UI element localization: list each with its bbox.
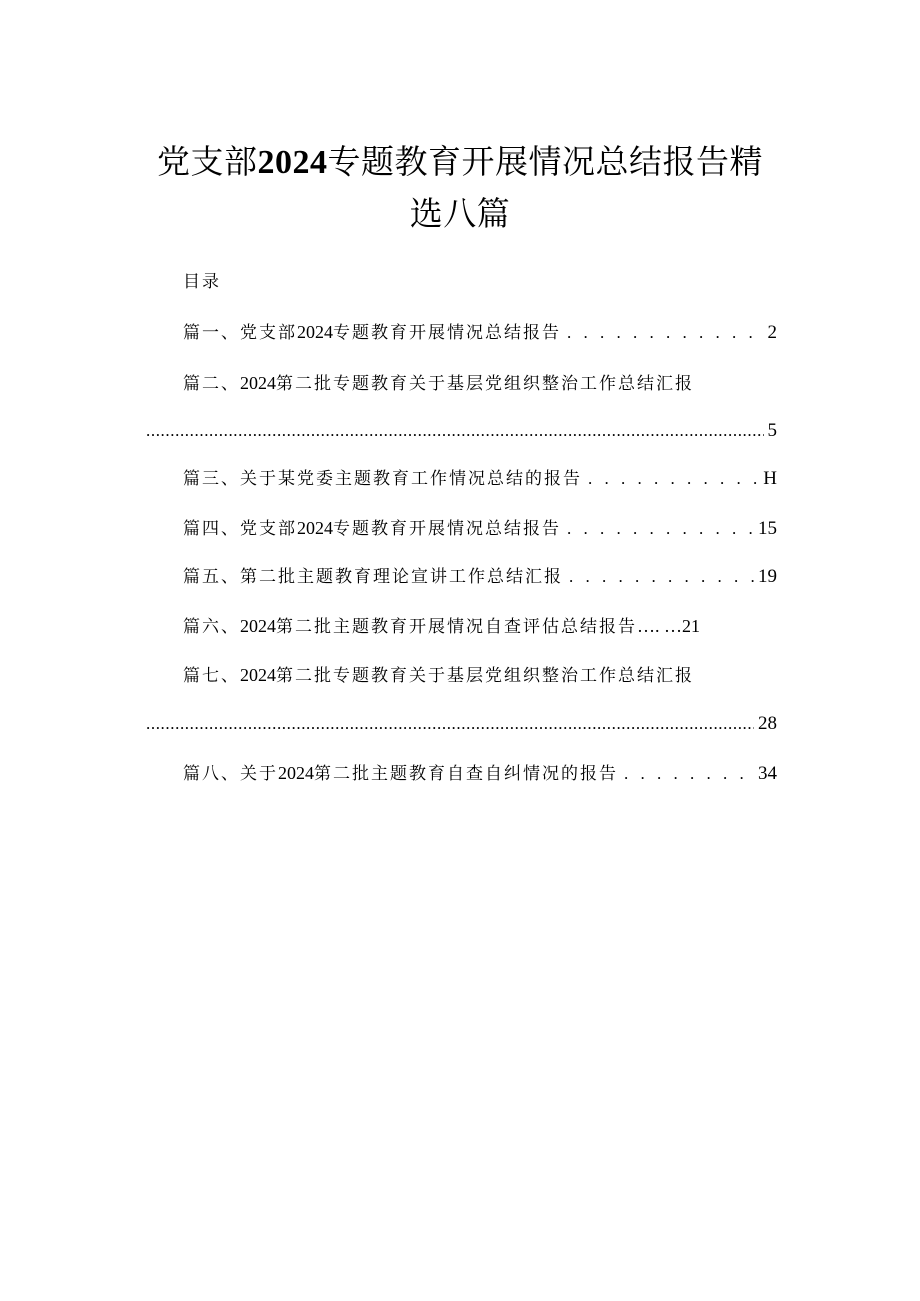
title-year: 2024	[257, 144, 328, 181]
toc-page-number: 2	[767, 322, 777, 343]
toc-entry-title	[183, 760, 618, 786]
title-text-prefix: 党支部	[157, 142, 258, 181]
toc-entry-5[interactable]	[183, 564, 777, 590]
toc-entry-title	[183, 319, 561, 345]
toc-entry-text: 专题教育开展情况总结报告	[333, 323, 561, 343]
toc-page-number: 19	[758, 566, 777, 587]
document-title-line-1	[100, 142, 820, 183]
toc-dot-leader	[567, 320, 764, 345]
toc-entry-text: 专题教育开展情况总结报告	[333, 519, 561, 539]
title-text-suffix: 专题教育开展情况总结报告精	[327, 142, 763, 181]
toc-dot-leader	[588, 466, 759, 492]
toc-entry-year: 2024	[240, 665, 276, 685]
toc-entry-year: 2024	[297, 322, 333, 342]
toc-entry-title: 篇五、第二批主题教育理论宣讲工作总结汇报	[183, 567, 563, 587]
toc-entry-text: 第二批主题教育开展情况自查评估总结报告	[276, 617, 637, 637]
toc-entry-text: 篇六、	[183, 617, 240, 637]
toc-entry-2[interactable]	[183, 370, 694, 397]
toc-page-number: 34	[758, 763, 777, 784]
toc-entry-text: 篇七、	[183, 666, 240, 686]
toc-dot-leader	[146, 418, 764, 444]
document-title-line-2: 选八篇	[409, 194, 511, 233]
toc-entry-8[interactable]	[183, 760, 777, 786]
toc-entry-text: 第二批专题教育关于基层党组织整治工作总结汇报	[276, 374, 694, 394]
toc-entry-text: 第二批专题教育关于基层党组织整治工作总结汇报	[276, 666, 694, 686]
toc-entry-year: 2024	[240, 616, 276, 636]
toc-dot-leader	[146, 711, 754, 737]
toc-entry-1[interactable]	[183, 319, 777, 345]
toc-page-number: …. …21	[637, 616, 700, 636]
toc-page-number: 28	[758, 713, 777, 734]
toc-entry-6[interactable]	[183, 613, 700, 640]
toc-entry-title: 篇三、关于某党委主题教育工作情况总结的报告	[183, 469, 582, 489]
toc-entry-4[interactable]	[183, 515, 777, 541]
toc-dot-leader	[569, 564, 754, 590]
toc-entry-text: 篇四、党支部	[183, 519, 297, 539]
toc-entry-text: 篇二、	[183, 374, 240, 394]
toc-page-number: 5	[767, 420, 777, 441]
toc-entry-title	[183, 515, 561, 541]
toc-page-number: 15	[758, 518, 777, 539]
toc-entry-7[interactable]	[183, 662, 694, 689]
toc-entry-7-continuation[interactable]	[146, 711, 777, 737]
toc-dot-leader	[624, 761, 754, 786]
toc-entry-text: 篇一、党支部	[183, 323, 297, 343]
toc-entry-text: 篇八、关于	[183, 764, 278, 784]
toc-entry-2-continuation[interactable]	[146, 418, 777, 444]
toc-page-number: H	[763, 468, 777, 489]
toc-entry-year: 2024	[278, 763, 314, 783]
toc-entry-year: 2024	[240, 373, 276, 393]
toc-dot-leader	[567, 516, 754, 541]
toc-entry-year: 2024	[297, 518, 333, 538]
toc-heading: 目录	[183, 272, 221, 292]
toc-entry-3[interactable]	[183, 466, 777, 492]
toc-entry-text: 第二批主题教育自查自纠情况的报告	[314, 764, 618, 784]
